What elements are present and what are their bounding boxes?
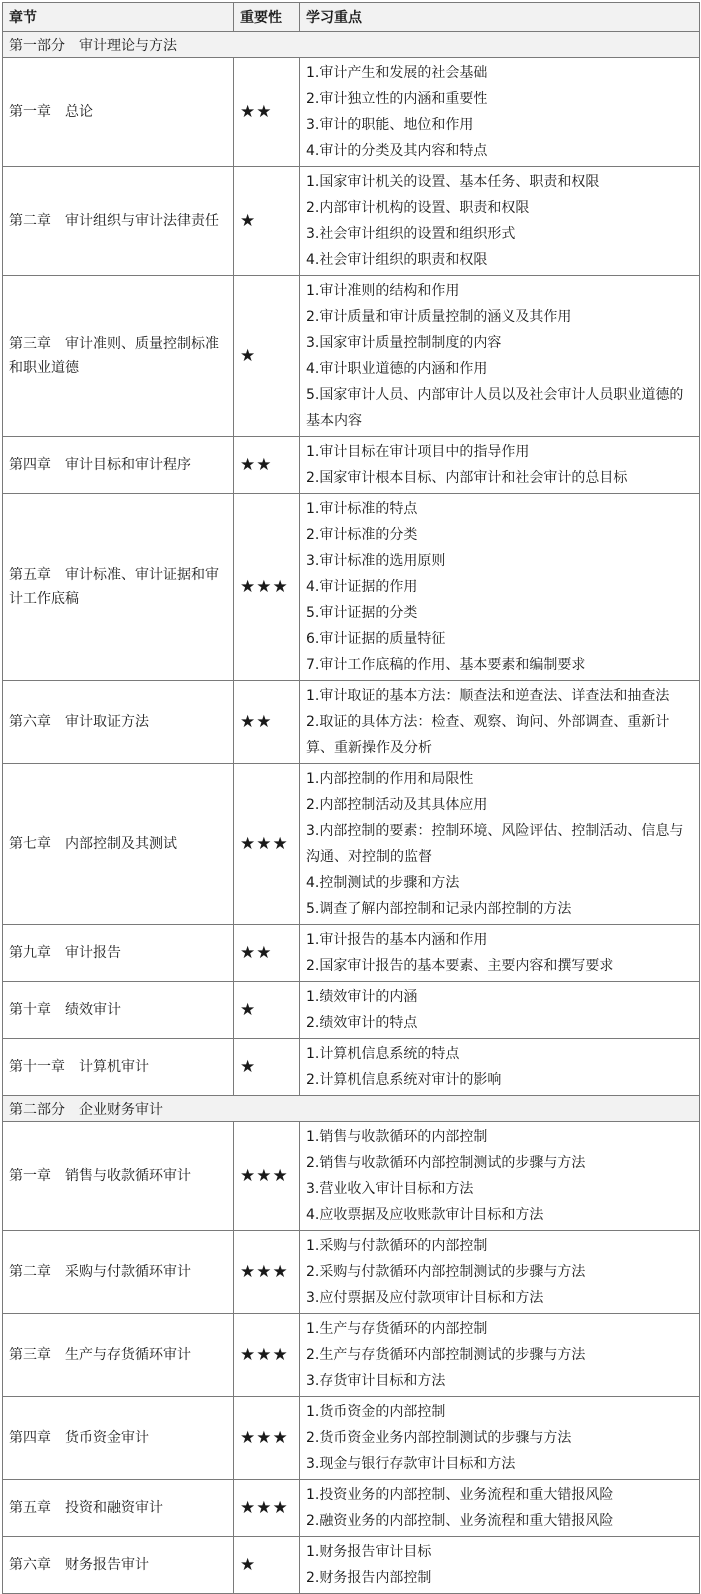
focus-point: 3.社会审计组织的设置和组织形式 [306,226,516,242]
chapter-name: 第二章 审计组织与审计法律责任 [3,167,234,276]
focus-point: 2.审计质量和审计质量控制的涵义及其作用 [306,309,572,325]
chapter-name: 第二章 采购与付款循环审计 [3,1231,234,1314]
focus-point: 2.内部控制活动及其具体应用 [306,797,488,813]
focus-point: 1.内部控制的作用和局限性 [306,771,474,787]
focus-point: 3.审计的职能、地位和作用 [306,117,474,133]
chapter-row [3,437,700,494]
chapter-row [3,1231,700,1314]
focus-point: 1.国家审计机关的设置、基本任务、职责和权限 [306,174,600,190]
focus-point: 2.国家审计根本目标、内部审计和社会审计的总目标 [306,470,628,486]
focus-point: 2.取证的具体方法：检查、观察、询问、外部调查、重新计算、重新操作及分析 [306,714,670,756]
chapter-name: 第五章 投资和融资审计 [3,1480,234,1537]
focus-point: 4.审计证据的作用 [306,579,418,595]
focus-point: 2.销售与收款循环内部控制测试的步骤与方法 [306,1155,586,1171]
importance-stars: ★★ [234,925,300,982]
importance-stars: ★★★ [234,1231,300,1314]
importance-stars: ★★★ [234,1480,300,1537]
focus-point: 5.审计证据的分类 [306,605,418,621]
focus-points [300,1480,700,1537]
focus-point: 2.财务报告内部控制 [306,1570,432,1586]
focus-points [300,764,700,925]
chapter-row [3,1314,700,1397]
focus-points [300,1231,700,1314]
chapter-row [3,1480,700,1537]
focus-point: 2.审计标准的分类 [306,527,418,543]
focus-point: 1.财务报告审计目标 [306,1544,432,1560]
chapter-name: 第七章 内部控制及其测试 [3,764,234,925]
chapter-name: 第九章 审计报告 [3,925,234,982]
chapter-row [3,494,700,681]
focus-point: 4.审计的分类及其内容和特点 [306,143,488,159]
chapter-name: 第六章 财务报告审计 [3,1537,234,1594]
focus-point: 1.采购与付款循环的内部控制 [306,1238,488,1254]
focus-points [300,167,700,276]
focus-points [300,494,700,681]
chapter-row [3,1397,700,1480]
importance-stars: ★★★ [234,1122,300,1231]
focus-point: 1.销售与收款循环的内部控制 [306,1129,488,1145]
importance-stars: ★★ [234,681,300,764]
chapter-row [3,681,700,764]
chapter-row [3,982,700,1039]
part-row [3,32,700,58]
focus-point: 3.审计标准的选用原则 [306,553,446,569]
importance-stars: ★ [234,1039,300,1096]
focus-point: 1.审计取证的基本方法：顺查法和逆查法、详查法和抽查法 [306,688,670,704]
part-row [3,1096,700,1122]
header-chapter: 章节 [3,3,234,32]
focus-point: 4.控制测试的步骤和方法 [306,875,460,891]
focus-point: 1.审计标准的特点 [306,501,418,517]
focus-point: 6.审计证据的质量特征 [306,631,446,647]
focus-point: 2.采购与付款循环内部控制测试的步骤与方法 [306,1264,586,1280]
chapter-row [3,1122,700,1231]
focus-points [300,1537,700,1594]
chapter-name: 第三章 生产与存货循环审计 [3,1314,234,1397]
focus-points [300,1039,700,1096]
importance-stars: ★ [234,167,300,276]
importance-stars: ★ [234,276,300,437]
chapter-name: 第五章 审计标准、审计证据和审计工作底稿 [3,494,234,681]
importance-stars: ★ [234,1537,300,1594]
chapter-name: 第十章 绩效审计 [3,982,234,1039]
focus-points [300,1314,700,1397]
focus-point: 2.内部审计机构的设置、职责和权限 [306,200,530,216]
focus-point: 1.生产与存货循环的内部控制 [306,1321,488,1337]
focus-point: 2.国家审计报告的基本要素、主要内容和撰写要求 [306,958,614,974]
focus-point: 4.应收票据及应收账款审计目标和方法 [306,1207,544,1223]
chapter-row [3,276,700,437]
header-row [3,3,700,32]
focus-point: 5.调查了解内部控制和记录内部控制的方法 [306,901,572,917]
chapter-row [3,925,700,982]
focus-points [300,982,700,1039]
chapter-name: 第四章 货币资金审计 [3,1397,234,1480]
focus-point: 3.内部控制的要素：控制环境、风险评估、控制活动、信息与沟通、对控制的监督 [306,823,684,865]
focus-point: 1.投资业务的内部控制、业务流程和重大错报风险 [306,1487,614,1503]
importance-stars: ★★ [234,437,300,494]
importance-stars: ★★★ [234,1397,300,1480]
focus-point: 2.融资业务的内部控制、业务流程和重大错报风险 [306,1513,614,1529]
focus-point: 1.审计准则的结构和作用 [306,283,460,299]
focus-point: 4.社会审计组织的职责和权限 [306,252,488,268]
part-title: 第二部分 企业财务审计 [3,1096,700,1122]
chapter-name: 第一章 总论 [3,58,234,167]
focus-point: 3.存货审计目标和方法 [306,1373,446,1389]
importance-stars: ★ [234,982,300,1039]
focus-point: 1.货币资金的内部控制 [306,1404,446,1420]
focus-point: 1.审计产生和发展的社会基础 [306,65,488,81]
focus-point: 3.营业收入审计目标和方法 [306,1181,474,1197]
focus-points [300,437,700,494]
chapter-row [3,167,700,276]
focus-point: 3.国家审计质量控制制度的内容 [306,335,502,351]
chapter-row [3,1537,700,1594]
focus-points [300,276,700,437]
chapter-row [3,1039,700,1096]
importance-stars: ★★ [234,58,300,167]
focus-points [300,681,700,764]
focus-point: 1.绩效审计的内涵 [306,989,418,1005]
chapter-row [3,58,700,167]
focus-point: 2.货币资金业务内部控制测试的步骤与方法 [306,1430,572,1446]
chapter-name: 第一章 销售与收款循环审计 [3,1122,234,1231]
focus-points [300,1397,700,1480]
focus-point: 1.审计报告的基本内涵和作用 [306,932,488,948]
header-focus: 学习重点 [300,3,700,32]
header-importance: 重要性 [234,3,300,32]
focus-point: 2.审计独立性的内涵和重要性 [306,91,488,107]
focus-point: 1.审计目标在审计项目中的指导作用 [306,444,530,460]
study-guide-table [2,2,700,1594]
focus-point: 3.现金与银行存款审计目标和方法 [306,1456,516,1472]
focus-point: 2.绩效审计的特点 [306,1015,418,1031]
focus-point: 5.国家审计人员、内部审计人员以及社会审计人员职业道德的基本内容 [306,387,684,429]
chapter-row [3,764,700,925]
importance-stars: ★★★ [234,1314,300,1397]
part-title: 第一部分 审计理论与方法 [3,32,700,58]
focus-point: 4.审计职业道德的内涵和作用 [306,361,488,377]
chapter-name: 第四章 审计目标和审计程序 [3,437,234,494]
focus-point: 2.计算机信息系统对审计的影响 [306,1072,502,1088]
importance-stars: ★★★ [234,764,300,925]
focus-points [300,1122,700,1231]
chapter-name: 第三章 审计准则、质量控制标准和职业道德 [3,276,234,437]
focus-point: 7.审计工作底稿的作用、基本要素和编制要求 [306,657,586,673]
focus-point: 1.计算机信息系统的特点 [306,1046,460,1062]
chapter-name: 第六章 审计取证方法 [3,681,234,764]
focus-point: 3.应付票据及应付款项审计目标和方法 [306,1290,544,1306]
focus-points [300,58,700,167]
importance-stars: ★★★ [234,494,300,681]
focus-points [300,925,700,982]
focus-point: 2.生产与存货循环内部控制测试的步骤与方法 [306,1347,586,1363]
chapter-name: 第十一章 计算机审计 [3,1039,234,1096]
